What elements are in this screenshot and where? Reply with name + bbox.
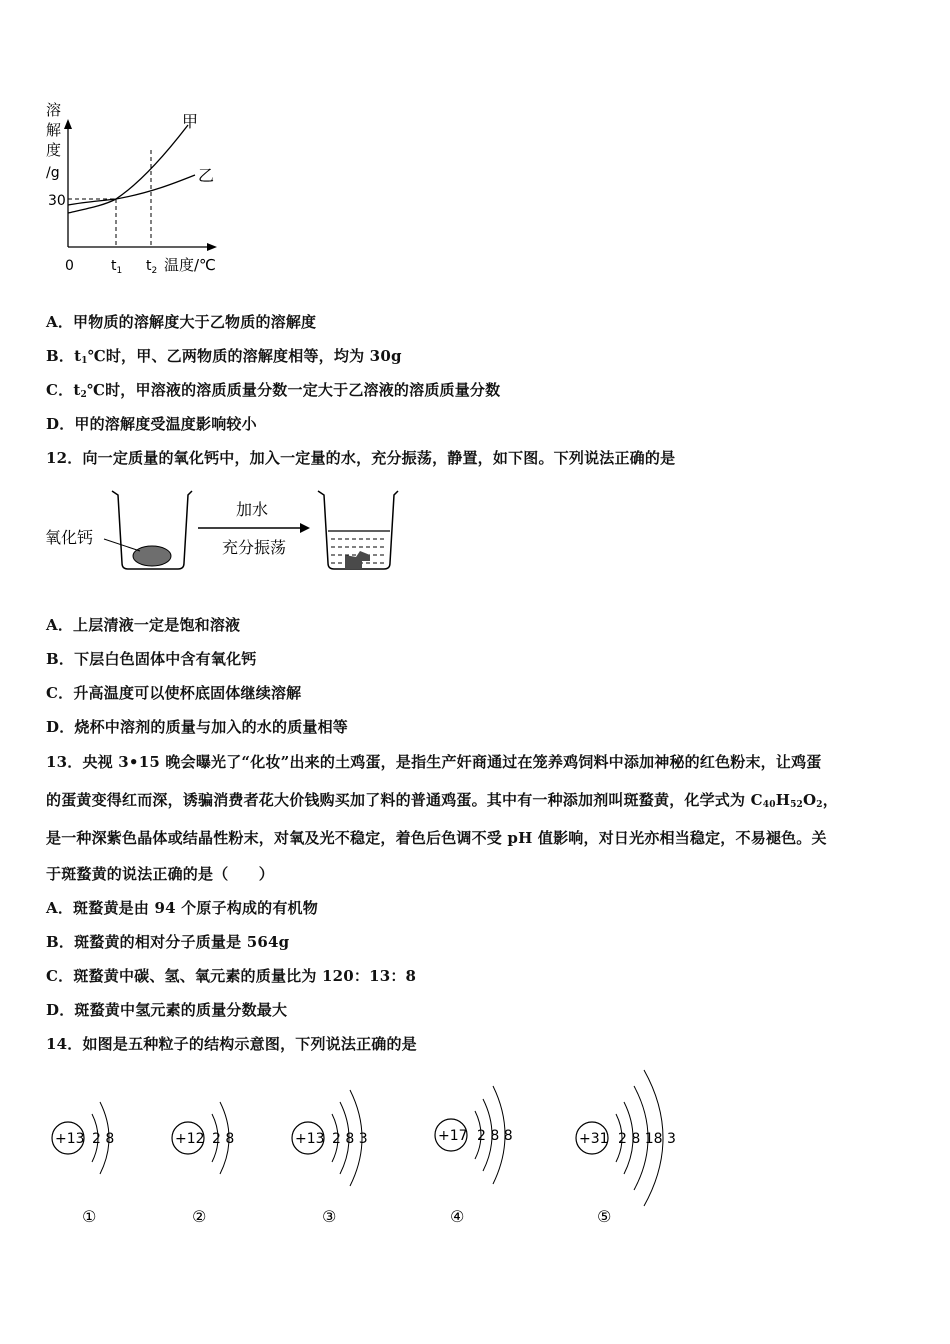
q14-stem: 14．如图是五种粒子的结构示意图，下列说法正确的是	[46, 1035, 417, 1053]
solubility-graph	[40, 95, 240, 280]
atom-2-shells: 2 8	[212, 1131, 235, 1147]
q11-option-b	[46, 345, 402, 366]
atom-5-nucleus: +31	[579, 1131, 609, 1147]
atom-3	[292, 1090, 368, 1226]
atom-structure-figure	[40, 1060, 700, 1240]
q11-b-post: ℃时，甲、乙两物质的溶解度相等，均为 30g	[87, 347, 402, 365]
atom-5	[576, 1070, 676, 1226]
atom-4-nucleus: +17	[438, 1128, 468, 1144]
atom-1-nucleus: +13	[55, 1131, 85, 1147]
xlabel: 温度/℃	[164, 256, 216, 274]
sediment-solid	[345, 551, 370, 569]
curve-yi	[68, 175, 195, 205]
q12-stem: 12．向一定质量的氧化钙中，加入一定量的水，充分振荡，静置，如下图。下列说法正确的是	[46, 449, 676, 467]
q11-b-pre: B．t	[46, 347, 82, 365]
atom-2-nucleus: +12	[175, 1131, 205, 1147]
atom-1-label: ①	[82, 1207, 97, 1226]
formula-o: O	[803, 791, 817, 809]
formula-o-sub: 2	[816, 800, 823, 810]
calcium-oxide-label: 氧化钙	[45, 528, 94, 547]
q11-option-d: D．甲的溶解度受温度影响较小	[46, 415, 257, 433]
t2-label: $t_2$	[146, 258, 158, 276]
atom-2	[172, 1102, 234, 1226]
origin-label: 0	[65, 258, 74, 274]
q11-c-sub: 2	[80, 390, 87, 400]
formula-h: H	[775, 791, 791, 809]
ylabel-char-3: 度	[46, 141, 62, 159]
q12-option-d: D．烧杯中溶剂的质量与加入的水的质量相等	[46, 718, 349, 736]
q12-beaker-figure	[40, 485, 400, 580]
reaction-arrowhead	[300, 523, 310, 533]
atom-1-shells: 2 8	[92, 1131, 115, 1147]
atom-1	[52, 1102, 114, 1226]
ytick-30: 30	[48, 193, 66, 209]
q11-option-a: A．甲物质的溶解度大于乙物质的溶解度	[46, 313, 317, 331]
q13-stem-line-1: 13．央视 3•15 晚会曝光了“化妆”出来的土鸡蛋，是指生产奸商通过在笼养鸡饲料中添加神秘的红色粉末，让鸡蛋	[46, 753, 822, 771]
q12-option-b: B．下层白色固体中含有氧化钙	[46, 650, 257, 668]
arrow-bottom-label: 充分振荡	[222, 538, 287, 557]
label-pointer	[104, 539, 140, 551]
curve-yi-label: 乙	[198, 166, 215, 185]
atom-3-nucleus: +13	[295, 1131, 325, 1147]
q13-option-a: A．斑蝥黄是由 94 个原子构成的有机物	[46, 899, 318, 917]
formula-end: ，	[822, 791, 838, 809]
q13-option-d: D．斑蝥黄中氢元素的质量分数最大	[46, 1001, 288, 1019]
atom-5-shells: 2 8 18 3	[618, 1131, 676, 1147]
q13-stem-line-2	[46, 789, 838, 810]
y-axis-arrow	[64, 119, 72, 129]
q13-stem-line-3: 是一种深紫色晶体或结晶性粉末，对氧及光不稳定，着色后色调不受 pH 值影响，对日光亦相当稳定，不易褪色。关	[46, 829, 827, 847]
q11-option-c	[46, 379, 500, 400]
atom-4-label: ④	[450, 1207, 465, 1226]
q13-line2-text: 的蛋黄变得红而深，诱骗消费者花大价钱购买加了料的普通鸡蛋。其中有一种添加剂叫斑蝥黄，化学式为 C	[46, 791, 763, 809]
atom-4-shells: 2 8 8	[477, 1128, 513, 1144]
atom-3-label: ③	[322, 1207, 337, 1226]
atom-2-label: ②	[192, 1207, 207, 1226]
formula-h-sub: 52	[790, 800, 804, 810]
q13-stem-line-4: 于斑蝥黄的说法正确的是（ ）	[46, 865, 275, 883]
formula-c-sub: 40	[762, 800, 776, 810]
q12-option-a: A．上层清液一定是饱和溶液	[46, 616, 241, 634]
x-axis-arrow	[207, 243, 217, 251]
ylabel-char-1: 溶	[46, 101, 62, 119]
q11-c-post: ℃时，甲溶液的溶质质量分数一定大于乙溶液的溶质质量分数	[86, 381, 501, 399]
atom-4	[435, 1086, 513, 1226]
calcium-oxide-lump	[133, 546, 171, 566]
atom-3-shells: 2 8 3	[332, 1131, 368, 1147]
yunit: /g	[46, 165, 60, 181]
curve-jia-label: 甲	[182, 112, 199, 131]
ylabel-char-2: 解	[46, 121, 62, 139]
q11-b-sub: 1	[81, 356, 88, 366]
t1-label: $t_1$	[111, 258, 123, 276]
atom-5-label: ⑤	[597, 1207, 612, 1226]
q13-option-c: C．斑蝥黄中碳、氢、氧元素的质量比为 120：13：8	[46, 967, 417, 985]
q13-option-b: B．斑蝥黄的相对分子质量是 564g	[46, 933, 290, 951]
q11-c-pre: C．t	[46, 381, 81, 399]
curve-jia	[68, 125, 188, 213]
arrow-top-label: 加水	[236, 500, 269, 519]
q12-option-c: C．升高温度可以使杯底固体继续溶解	[46, 684, 302, 702]
